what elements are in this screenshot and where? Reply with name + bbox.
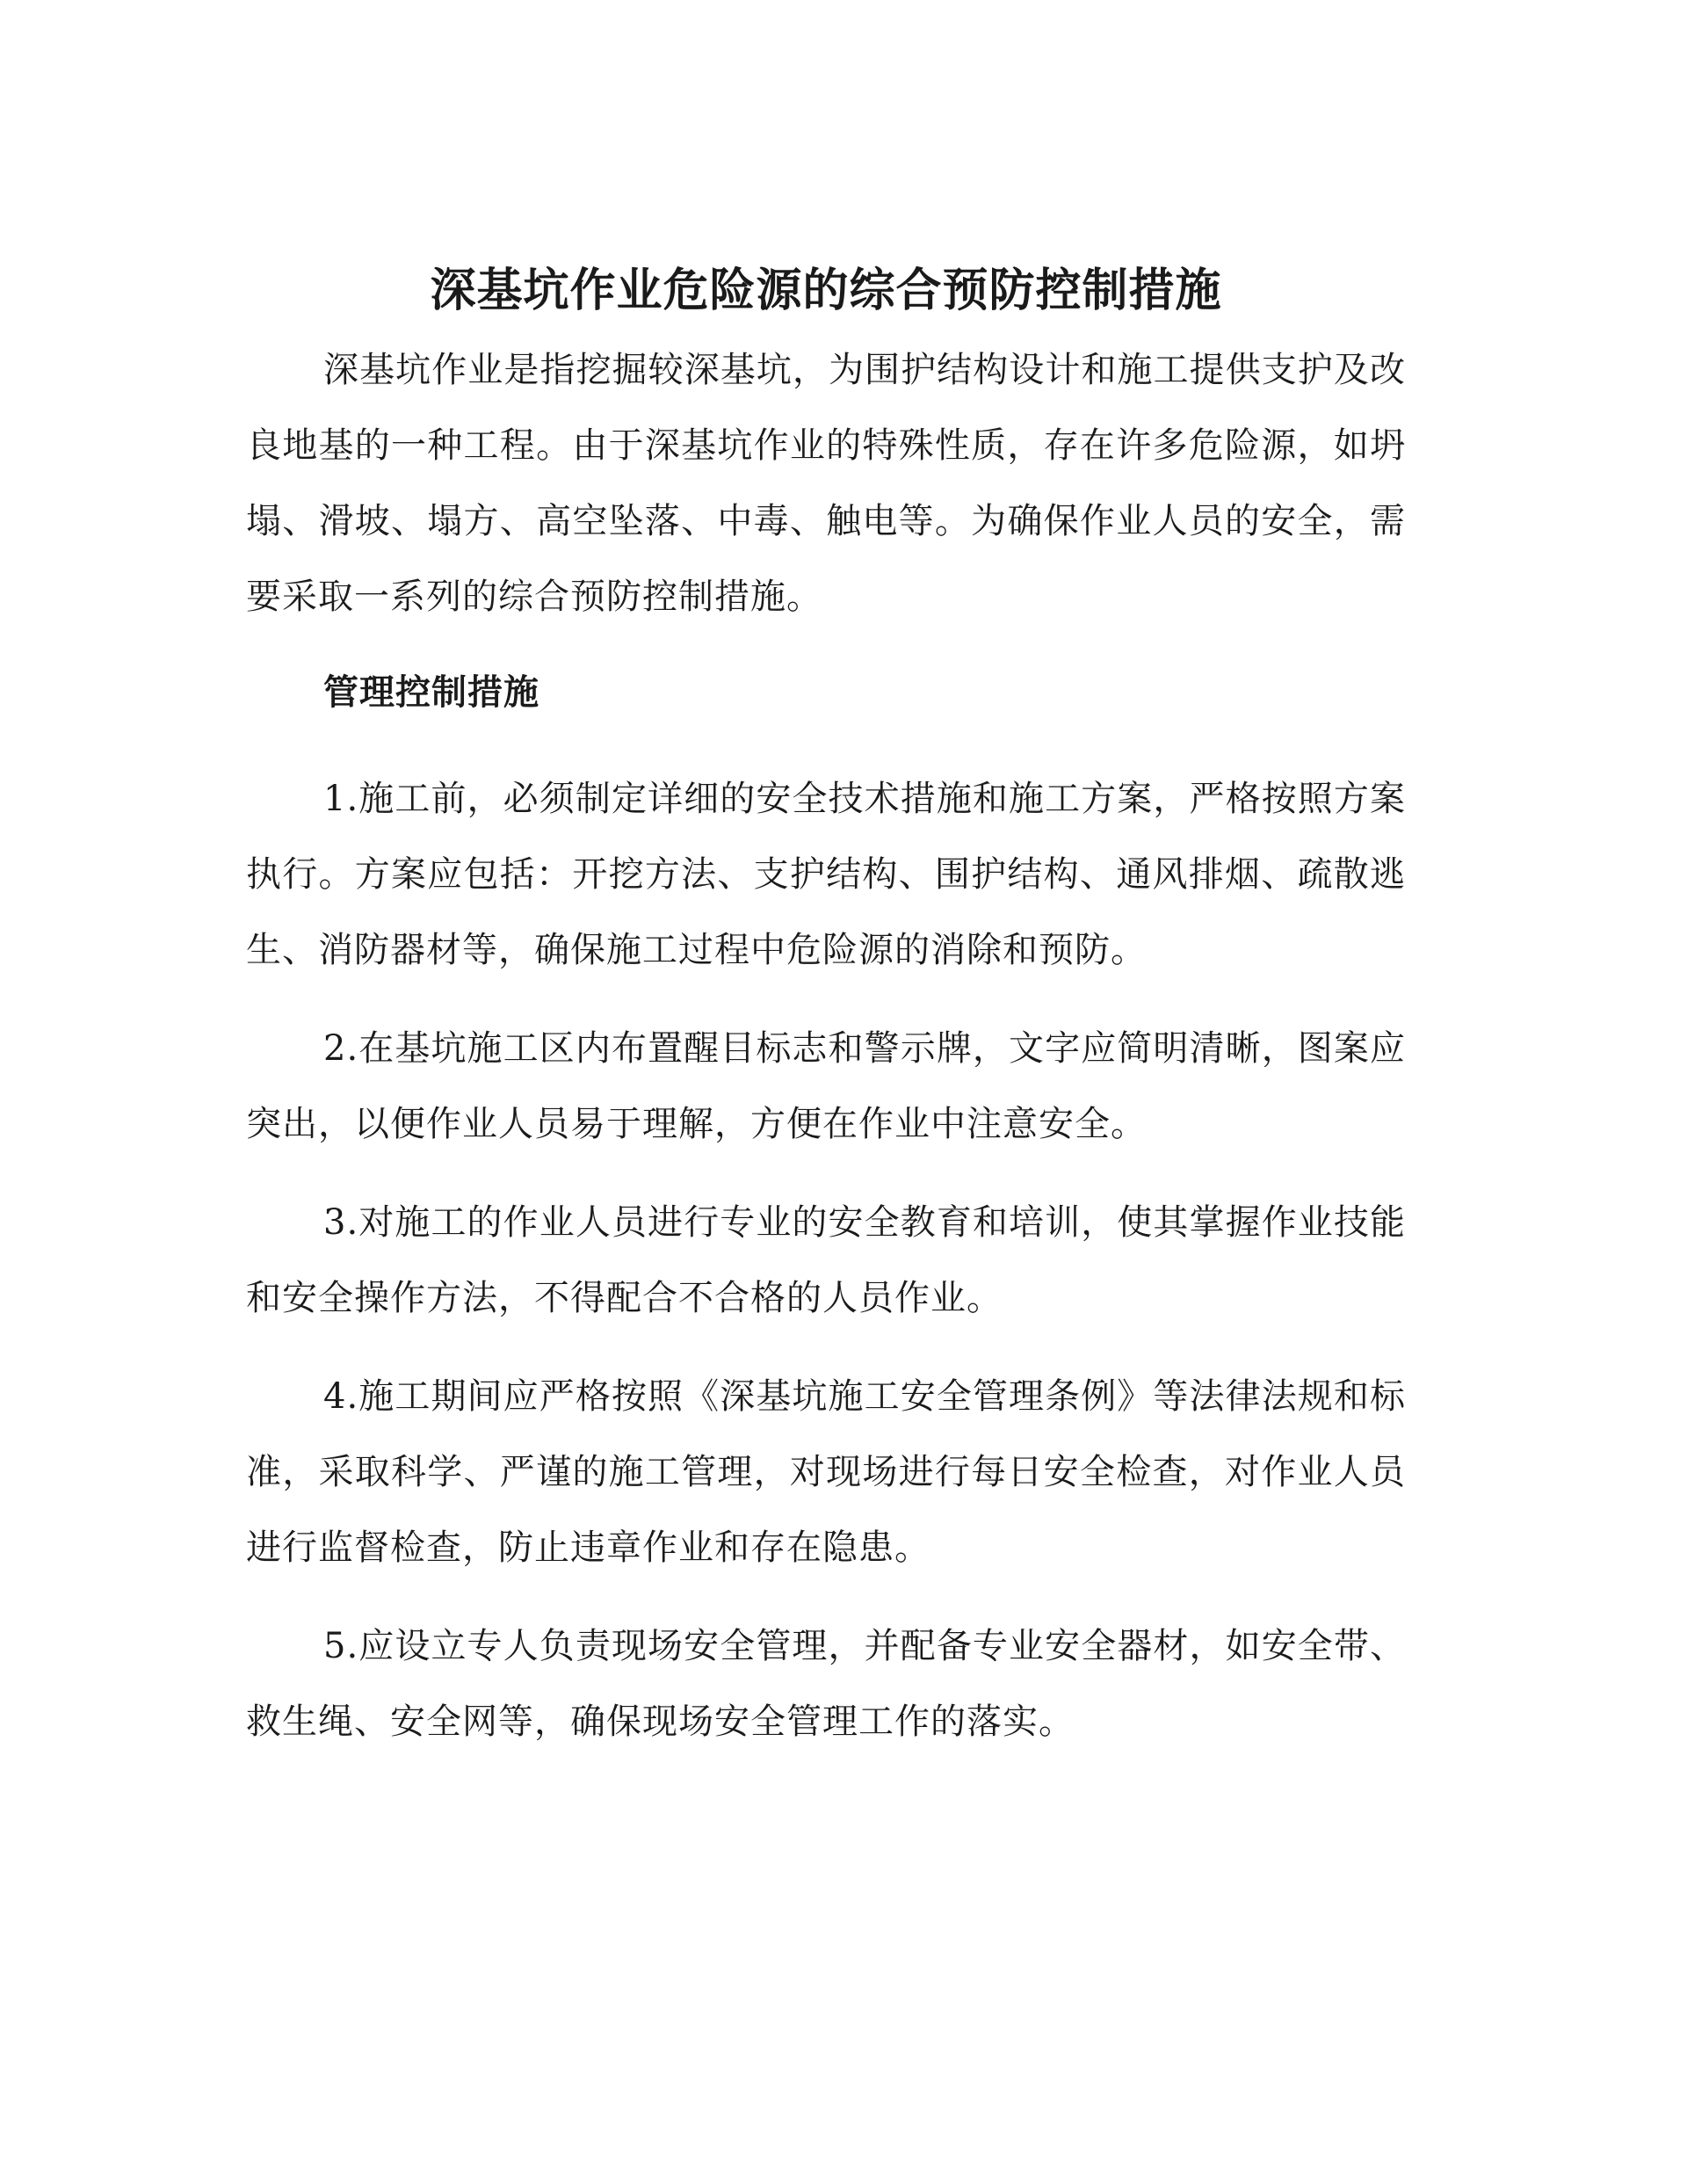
section-heading: 管理控制措施 bbox=[323, 671, 539, 713]
list-item: 4.施工期间应严格按照《深基坑施工安全管理条例》等法律法规和标准，采取科学、严谨的施工管理，对现场进行每日安全检查，对作业人员进行监督检查，防止违章作业和存在隐患。 bbox=[246, 1376, 1406, 1568]
list-item: 2.在基坑施工区内布置醒目标志和警示牌，文字应简明清晰，图案应突出，以便作业人员易于理解，方便在作业中注意安全。 bbox=[246, 1028, 1406, 1144]
list-item: 1.施工前，必须制定详细的安全技术措施和施工方案，严格按照方案执行。方案应包括：开挖方法、支护结构、围护结构、通风排烟、疏散逃生、消防器材等，确保施工过程中危险源的消除和预防。 bbox=[246, 779, 1406, 970]
document-title: 深基坑作业危险源的综合预防控制措施 bbox=[430, 264, 1222, 317]
list-item: 3.对施工的作业人员进行专业的安全教育和培训，使其掌握作业技能和安全操作方法，不得配合不合格的人员作业。 bbox=[246, 1202, 1406, 1318]
intro-paragraph: 深基坑作业是指挖掘较深基坑，为围护结构设计和施工提供支护及改良地基的一种工程。由于深基坑作业的特殊性质，存在许多危险源，如坍塌、滑坡、塌方、高空坠落、中毒、触电等。为确保作业人员的安全，需要采取一系列的综合预防控制措施。 bbox=[246, 350, 1406, 617]
list-item: 5.应设立专人负责现场安全管理，并配备专业安全器材，如安全带、救生绳、安全网等，确保现场安全管理工作的落实。 bbox=[246, 1626, 1406, 1742]
